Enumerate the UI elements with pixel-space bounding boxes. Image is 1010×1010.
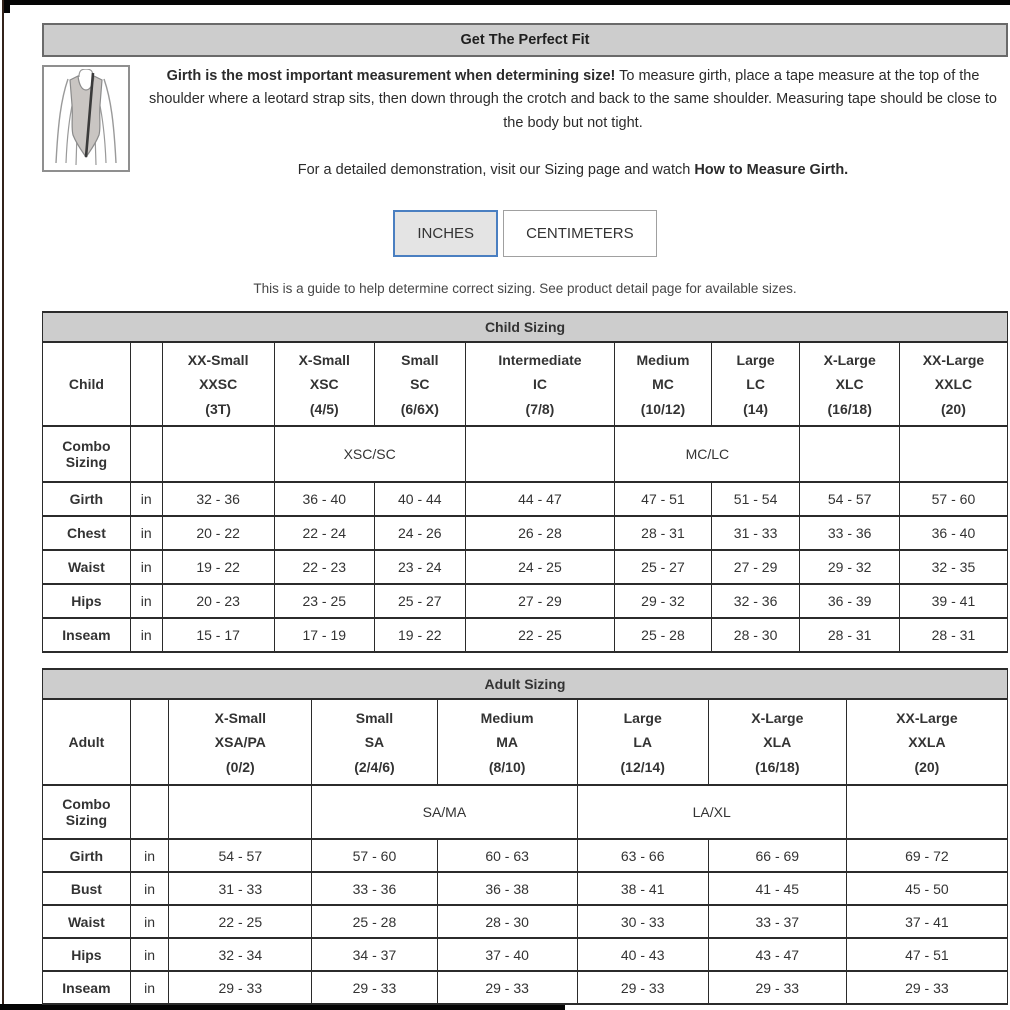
value-cell: 31 - 33 — [169, 872, 312, 905]
value-cell: 19 - 22 — [162, 550, 274, 584]
adult-girth-row: Girth in 54 - 57 57 - 60 60 - 63 63 - 66 66 - 69 69 - 72 — [43, 839, 1008, 872]
value-cell: 28 - 31 — [800, 618, 899, 652]
value-cell: 24 - 26 — [374, 516, 465, 550]
empty-cell — [162, 426, 274, 482]
adult-bust-row: Bust in 31 - 33 33 - 36 36 - 38 38 - 41 41 - 45 45 - 50 — [43, 872, 1008, 905]
value-cell: 45 - 50 — [846, 872, 1007, 905]
adult-row-header: Adult — [43, 699, 131, 785]
intro-text-column — [130, 65, 1008, 178]
value-cell: 34 - 37 — [312, 938, 437, 971]
value-cell: 22 - 25 — [465, 618, 615, 652]
value-cell: 36 - 38 — [437, 872, 577, 905]
value-cell: 23 - 25 — [274, 584, 374, 618]
centimeters-button[interactable]: CENTIMETERS — [503, 210, 657, 257]
frame-left-border — [2, 0, 4, 1010]
empty-cell — [899, 426, 1007, 482]
value-cell: 27 - 29 — [465, 584, 615, 618]
adult-combo-label: Combo Sizing — [43, 785, 131, 839]
value-cell: 54 - 57 — [800, 482, 899, 516]
child-girth-row: Girth in 32 - 36 36 - 40 40 - 44 44 - 47 47 - 51 51 - 54 54 - 57 57 - 60 — [43, 482, 1008, 516]
value-cell: 47 - 51 — [846, 938, 1007, 971]
adult-col-small: Small SA (2/4/6) — [312, 699, 437, 785]
value-cell: 32 - 36 — [711, 584, 800, 618]
child-combo-mc-lc: MC/LC — [615, 426, 800, 482]
value-cell: 31 - 33 — [711, 516, 800, 550]
child-col-medium: Medium MC (10/12) — [615, 342, 712, 426]
value-cell: 33 - 36 — [312, 872, 437, 905]
girth-instructions-bold: Girth is the most important measurement when determining size! — [166, 68, 616, 84]
value-cell: 33 - 37 — [708, 905, 846, 938]
empty-cell — [465, 426, 615, 482]
value-cell: 29 - 33 — [169, 971, 312, 1004]
child-hips-row: Hips in 20 - 23 23 - 25 25 - 27 27 - 29 29 - 32 32 - 36 36 - 39 39 - 41 — [43, 584, 1008, 618]
value-cell: 63 - 66 — [577, 839, 708, 872]
empty-cell — [130, 426, 162, 482]
value-cell: 32 - 34 — [169, 938, 312, 971]
child-col-small: Small SC (6/6X) — [374, 342, 465, 426]
empty-cell — [130, 785, 169, 839]
girth-instructions — [138, 65, 1008, 135]
empty-cell — [169, 785, 312, 839]
sizing-guide-page — [42, 23, 1008, 1005]
value-cell: 29 - 33 — [708, 971, 846, 1004]
adult-col-x-small: X-Small XSA/PA (0/2) — [169, 699, 312, 785]
child-col-large: Large LC (14) — [711, 342, 800, 426]
value-cell: 22 - 24 — [274, 516, 374, 550]
value-cell: 69 - 72 — [846, 839, 1007, 872]
value-cell: 25 - 28 — [312, 905, 437, 938]
adult-sizing-table — [42, 668, 1008, 1005]
value-cell: 19 - 22 — [374, 618, 465, 652]
sizing-guide-note: This is a guide to help determine correct sizing. See product detail page for available sizes. — [253, 281, 797, 297]
value-cell: 44 - 47 — [465, 482, 615, 516]
child-unit-header-cell — [130, 342, 162, 426]
child-col-x-small: X-Small XSC (4/5) — [274, 342, 374, 426]
value-cell: 37 - 40 — [437, 938, 577, 971]
child-col-intermediate: Intermediate IC (7/8) — [465, 342, 615, 426]
value-cell: 26 - 28 — [465, 516, 615, 550]
unit-toggle — [42, 210, 1008, 257]
value-cell: 36 - 39 — [800, 584, 899, 618]
value-cell: 36 - 40 — [274, 482, 374, 516]
child-col-x-large: X-Large XLC (16/18) — [800, 342, 899, 426]
value-cell: 40 - 43 — [577, 938, 708, 971]
value-cell: 22 - 23 — [274, 550, 374, 584]
adult-unit-header-cell — [130, 699, 169, 785]
value-cell: 37 - 41 — [846, 905, 1007, 938]
child-combo-label: Combo Sizing — [43, 426, 131, 482]
demo-note — [138, 162, 1008, 178]
adult-combo-la-xl: LA/XL — [577, 785, 846, 839]
value-cell: 22 - 25 — [169, 905, 312, 938]
value-cell: 51 - 54 — [711, 482, 800, 516]
adult-waist-row: Waist in 22 - 25 25 - 28 28 - 30 30 - 33 33 - 37 37 - 41 — [43, 905, 1008, 938]
value-cell: 15 - 17 — [162, 618, 274, 652]
girth-instructions-rest: To measure girth, place a tape measure at the top of the shoulder where a leotard strap sits, then down through the crotch and back to the same shoulder. Measuring tape should be close to the body but not tight. — [149, 68, 997, 131]
value-cell: 66 - 69 — [708, 839, 846, 872]
adult-col-xx-large: XX-Large XXLA (20) — [846, 699, 1007, 785]
value-cell: 40 - 44 — [374, 482, 465, 516]
child-inseam-row: Inseam in 15 - 17 17 - 19 19 - 22 22 - 25 25 - 28 28 - 30 28 - 31 28 - 31 — [43, 618, 1008, 652]
value-cell: 28 - 30 — [437, 905, 577, 938]
value-cell: 17 - 19 — [274, 618, 374, 652]
value-cell: 57 - 60 — [899, 482, 1007, 516]
value-cell: 28 - 30 — [711, 618, 800, 652]
value-cell: 25 - 27 — [615, 550, 712, 584]
adult-combo-sa-ma: SA/MA — [312, 785, 577, 839]
value-cell: 57 - 60 — [312, 839, 437, 872]
value-cell: 20 - 23 — [162, 584, 274, 618]
value-cell: 47 - 51 — [615, 482, 712, 516]
adult-col-large: Large LA (12/14) — [577, 699, 708, 785]
value-cell: 25 - 27 — [374, 584, 465, 618]
value-cell: 29 - 33 — [577, 971, 708, 1004]
value-cell: 25 - 28 — [615, 618, 712, 652]
value-cell: 32 - 36 — [162, 482, 274, 516]
inches-button[interactable]: INCHES — [393, 210, 498, 257]
leotard-measurement-diagram — [42, 65, 130, 172]
adult-col-medium: Medium MA (8/10) — [437, 699, 577, 785]
empty-cell — [846, 785, 1007, 839]
value-cell: 54 - 57 — [169, 839, 312, 872]
value-cell: 39 - 41 — [899, 584, 1007, 618]
child-table-title: Child Sizing — [43, 312, 1008, 342]
value-cell: 29 - 33 — [312, 971, 437, 1004]
value-cell: 29 - 33 — [846, 971, 1007, 1004]
value-cell: 29 - 33 — [437, 971, 577, 1004]
value-cell: 28 - 31 — [615, 516, 712, 550]
value-cell: 29 - 32 — [615, 584, 712, 618]
value-cell: 30 - 33 — [577, 905, 708, 938]
value-cell: 23 - 24 — [374, 550, 465, 584]
value-cell: 28 - 31 — [899, 618, 1007, 652]
adult-hips-row: Hips in 32 - 34 34 - 37 37 - 40 40 - 43 43 - 47 47 - 51 — [43, 938, 1008, 971]
child-combo-xsc-sc: XSC/SC — [274, 426, 465, 482]
value-cell: 41 - 45 — [708, 872, 846, 905]
value-cell: 24 - 25 — [465, 550, 615, 584]
demo-note-bold: How to Measure Girth. — [694, 162, 849, 179]
child-chest-row: Chest in 20 - 22 22 - 24 24 - 26 26 - 28 28 - 31 31 - 33 33 - 36 36 - 40 — [43, 516, 1008, 550]
value-cell: 33 - 36 — [800, 516, 899, 550]
child-col-xx-small: XX-Small XXSC (3T) — [162, 342, 274, 426]
empty-cell — [800, 426, 899, 482]
page-title: Get The Perfect Fit — [42, 23, 1008, 57]
intro-section — [42, 65, 1008, 178]
value-cell: 60 - 63 — [437, 839, 577, 872]
value-cell: 27 - 29 — [711, 550, 800, 584]
value-cell: 32 - 35 — [899, 550, 1007, 584]
adult-table-title: Adult Sizing — [43, 669, 1008, 699]
frame-top-left-mark — [4, 0, 10, 13]
child-col-xx-large: XX-Large XXLC (20) — [899, 342, 1007, 426]
demo-note-text: For a detailed demonstration, visit our Sizing page and watch — [297, 162, 695, 179]
value-cell: 20 - 22 — [162, 516, 274, 550]
adult-col-x-large: X-Large XLA (16/18) — [708, 699, 846, 785]
frame-top-border — [6, 0, 1010, 5]
leotard-girth-icon — [46, 69, 126, 168]
adult-inseam-row: Inseam in 29 - 33 29 - 33 29 - 33 29 - 33 29 - 33 29 - 33 — [43, 971, 1008, 1004]
value-cell: 29 - 32 — [800, 550, 899, 584]
child-row-header: Child — [43, 342, 131, 426]
child-sizing-table — [42, 311, 1008, 653]
value-cell: 38 - 41 — [577, 872, 708, 905]
value-cell: 36 - 40 — [899, 516, 1007, 550]
value-cell: 43 - 47 — [708, 938, 846, 971]
child-waist-row: Waist in 19 - 22 22 - 23 23 - 24 24 - 25 25 - 27 27 - 29 29 - 32 32 - 35 — [43, 550, 1008, 584]
